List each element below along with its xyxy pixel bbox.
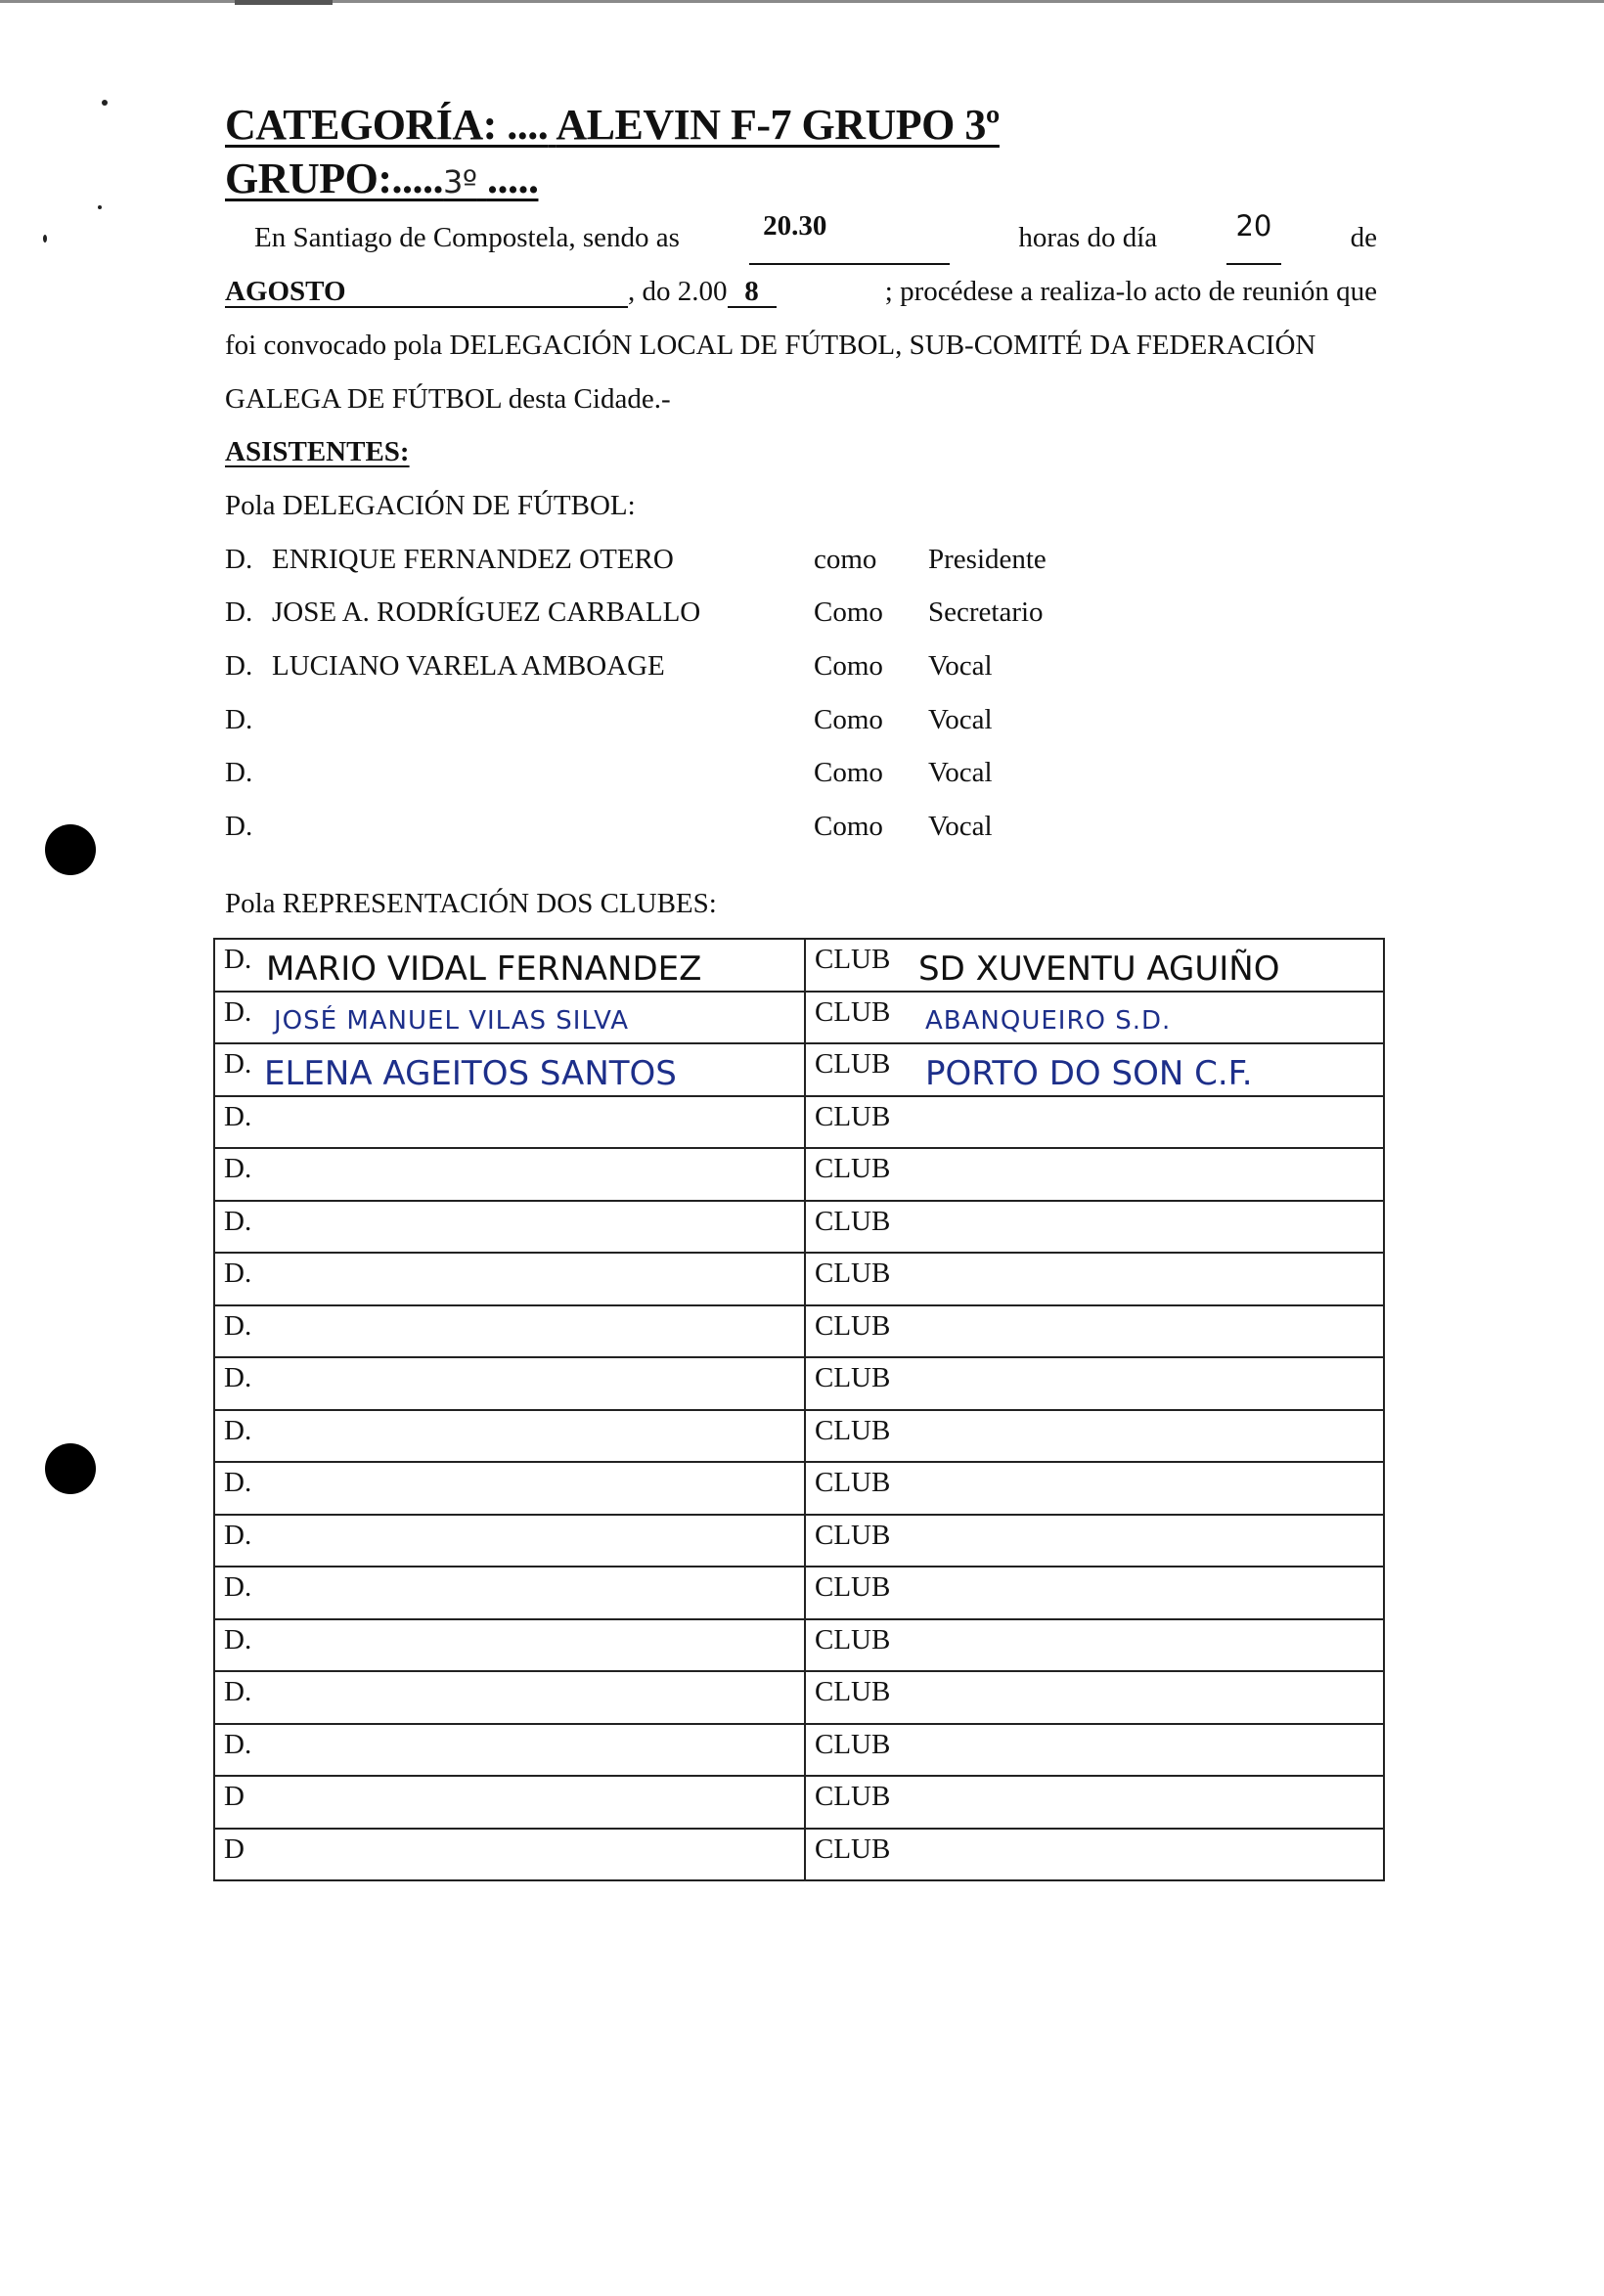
representative-prefix: D: [224, 1781, 245, 1812]
dia-handwritten-field: 20: [1226, 211, 1281, 265]
representative-prefix: D.: [224, 1623, 252, 1656]
member-como: Como: [814, 757, 883, 788]
scan-mark: [235, 0, 333, 5]
representative-cell[interactable]: [214, 1357, 805, 1410]
club-cell[interactable]: [805, 1148, 1384, 1201]
representative-cell[interactable]: [214, 1462, 805, 1515]
representative-prefix: D.: [224, 1309, 252, 1342]
club-table-row: [214, 1253, 1384, 1305]
intro-line-1: En Santiago de Compostela, sendo as 20.30 horas do día 20 de: [225, 211, 1377, 265]
club-label: CLUB: [815, 1728, 891, 1760]
asistentes-label: ASISTENTES:: [225, 436, 410, 467]
club-label: CLUB: [815, 1153, 891, 1184]
member-role: Vocal: [928, 757, 993, 788]
scan-speck: [43, 235, 47, 243]
representative-cell[interactable]: [214, 1671, 805, 1724]
club-label: CLUB: [815, 1519, 891, 1551]
club-label: CLUB: [815, 1571, 891, 1603]
member-role: Presidente: [928, 544, 1047, 575]
representative-cell[interactable]: [214, 1515, 805, 1567]
representative-prefix: D.: [224, 1100, 252, 1132]
club-label: CLUB: [815, 1676, 891, 1707]
member-row: [225, 757, 1105, 796]
club-table-row: [214, 1148, 1384, 1201]
club-table-row: [214, 939, 1384, 992]
club-label: CLUB: [815, 1205, 891, 1237]
categoria-heading: CATEGORÍA: .... ALEVIN F-7 GRUPO 3º: [225, 101, 1000, 149]
intro-paragraph: [225, 211, 1377, 426]
representative-prefix: D.: [224, 1676, 252, 1707]
club-label: CLUB: [815, 1258, 891, 1289]
club-table-row: [214, 1043, 1384, 1096]
club-table-row: [214, 1724, 1384, 1777]
hora-field: 20.30: [749, 211, 950, 265]
club-cell[interactable]: [805, 1515, 1384, 1567]
member-como: Como: [814, 650, 883, 682]
club-cell[interactable]: [805, 1357, 1384, 1410]
representative-prefix: D.: [224, 944, 252, 975]
club-cell[interactable]: [805, 1671, 1384, 1724]
representative-cell[interactable]: [214, 1201, 805, 1254]
club-cell[interactable]: [805, 939, 1384, 992]
club-table-row: [214, 1305, 1384, 1358]
representative-prefix: D.: [224, 1571, 252, 1603]
club-label: CLUB: [815, 995, 891, 1028]
member-row: [225, 704, 1105, 743]
intro-line-2: AGOSTO , do 2.00 8 ; procédese a realiza-lo acto de reunión que: [225, 276, 1377, 307]
clubes-label: Pola REPRESENTACIÓN DOS CLUBES:: [225, 888, 717, 919]
club-cell[interactable]: [805, 1201, 1384, 1254]
club-cell[interactable]: [805, 1096, 1384, 1149]
member-name: LUCIANO VARELA AMBOAGE: [272, 650, 665, 682]
club-representatives-table: [213, 938, 1385, 1881]
mes-field: AGOSTO: [225, 277, 628, 308]
representative-prefix: D.: [224, 1414, 252, 1446]
ano-field: 8: [728, 277, 777, 308]
member-prefix: D.: [225, 544, 253, 575]
member-name: ENRIQUE FERNANDEZ OTERO: [272, 544, 674, 575]
member-row: [225, 596, 1105, 636]
representative-prefix: D.: [224, 1728, 252, 1760]
club-table-row: [214, 1357, 1384, 1410]
club-cell[interactable]: [805, 992, 1384, 1044]
club-label: CLUB: [815, 1467, 891, 1498]
grupo-handwritten-value: 3º: [443, 163, 477, 200]
club-table-row: [214, 1776, 1384, 1829]
club-cell[interactable]: [805, 1253, 1384, 1305]
member-prefix: D.: [225, 704, 253, 735]
club-table-row: [214, 1829, 1384, 1881]
grupo-heading: GRUPO:.....3º .....: [225, 155, 539, 202]
member-role: Vocal: [928, 811, 993, 842]
scan-speck: [102, 100, 108, 106]
club-table-row: [214, 1671, 1384, 1724]
punch-hole-upper: [45, 824, 96, 875]
representative-cell[interactable]: [214, 992, 805, 1044]
representative-prefix: D: [224, 1832, 245, 1865]
member-role: Vocal: [928, 704, 993, 735]
intro-line-4: GALEGA DE FÚTBOL desta Cidade.-: [225, 383, 671, 415]
club-label: CLUB: [815, 1100, 891, 1132]
representative-cell[interactable]: [214, 1043, 805, 1096]
representative-prefix: D.: [224, 1153, 252, 1184]
member-role: Vocal: [928, 650, 993, 682]
representative-cell[interactable]: [214, 1148, 805, 1201]
representative-handwritten-name: JOSÉ MANUEL VILAS SILVA: [274, 1005, 630, 1036]
club-cell[interactable]: [805, 1567, 1384, 1619]
member-como: como: [814, 544, 877, 575]
member-como: Como: [814, 704, 883, 735]
representative-cell[interactable]: [214, 1724, 805, 1777]
club-cell[interactable]: [805, 1619, 1384, 1672]
member-prefix: D.: [225, 650, 253, 682]
representative-cell[interactable]: [214, 1567, 805, 1619]
club-cell[interactable]: [805, 1305, 1384, 1358]
member-row: [225, 811, 1105, 850]
club-cell[interactable]: [805, 1776, 1384, 1829]
club-handwritten-name: PORTO DO SON C.F.: [925, 1054, 1253, 1093]
representative-prefix: D.: [224, 1205, 252, 1237]
representative-cell[interactable]: [214, 1253, 805, 1305]
representative-prefix: D.: [224, 1048, 252, 1080]
member-role: Secretario: [928, 596, 1044, 628]
club-label: CLUB: [815, 1832, 891, 1865]
member-prefix: D.: [225, 811, 253, 842]
club-cell[interactable]: [805, 1043, 1384, 1096]
club-table-row: [214, 1567, 1384, 1619]
club-label: CLUB: [815, 1414, 891, 1446]
club-table-row: [214, 1515, 1384, 1567]
club-cell[interactable]: [805, 1829, 1384, 1881]
representative-prefix: D.: [224, 1519, 252, 1551]
club-table-row: [214, 1410, 1384, 1463]
member-como: Como: [814, 811, 883, 842]
representative-cell[interactable]: [214, 1829, 805, 1881]
club-label: CLUB: [815, 944, 891, 975]
club-label: CLUB: [815, 1309, 891, 1342]
club-cell[interactable]: [805, 1410, 1384, 1463]
member-row: [225, 544, 1105, 583]
club-label: CLUB: [815, 1362, 891, 1393]
representative-cell[interactable]: [214, 1619, 805, 1672]
club-label: CLUB: [815, 1781, 891, 1812]
representative-cell[interactable]: [214, 1305, 805, 1358]
representative-handwritten-name: ELENA AGEITOS SANTOS: [264, 1054, 677, 1093]
punch-hole-lower: [45, 1443, 96, 1494]
representative-handwritten-name: MARIO VIDAL FERNANDEZ: [266, 949, 702, 989]
scan-speck: [98, 205, 102, 209]
member-como: Como: [814, 596, 883, 628]
club-handwritten-name: ABANQUEIRO S.D.: [925, 1005, 1172, 1036]
club-table-row: [214, 1201, 1384, 1254]
club-table-row: [214, 1619, 1384, 1672]
representative-cell[interactable]: [214, 939, 805, 992]
club-table-row: [214, 1096, 1384, 1149]
intro-line-3: foi convocado pola DELEGACIÓN LOCAL DE FÚTBOL, SUB-COMITÉ DA FEDERACIÓN: [225, 330, 1316, 361]
member-name: JOSE A. RODRÍGUEZ CARBALLO: [272, 596, 701, 628]
representative-prefix: D.: [224, 1467, 252, 1498]
club-cell[interactable]: [805, 1462, 1384, 1515]
member-prefix: D.: [225, 596, 253, 628]
representative-cell[interactable]: [214, 1410, 805, 1463]
representative-cell[interactable]: [214, 1776, 805, 1829]
club-handwritten-name: SD XUVENTU AGUIÑO: [918, 949, 1280, 989]
delegacion-label: Pola DELEGACIÓN DE FÚTBOL:: [225, 490, 636, 521]
club-table-row: [214, 1462, 1384, 1515]
representative-prefix: D.: [224, 995, 252, 1028]
member-row: [225, 650, 1105, 689]
club-label: CLUB: [815, 1623, 891, 1656]
representative-prefix: D.: [224, 1258, 252, 1289]
representative-prefix: D.: [224, 1362, 252, 1393]
club-label: CLUB: [815, 1048, 891, 1080]
club-cell[interactable]: [805, 1724, 1384, 1777]
representative-cell[interactable]: [214, 1096, 805, 1149]
club-table-row: [214, 992, 1384, 1044]
member-prefix: D.: [225, 757, 253, 788]
